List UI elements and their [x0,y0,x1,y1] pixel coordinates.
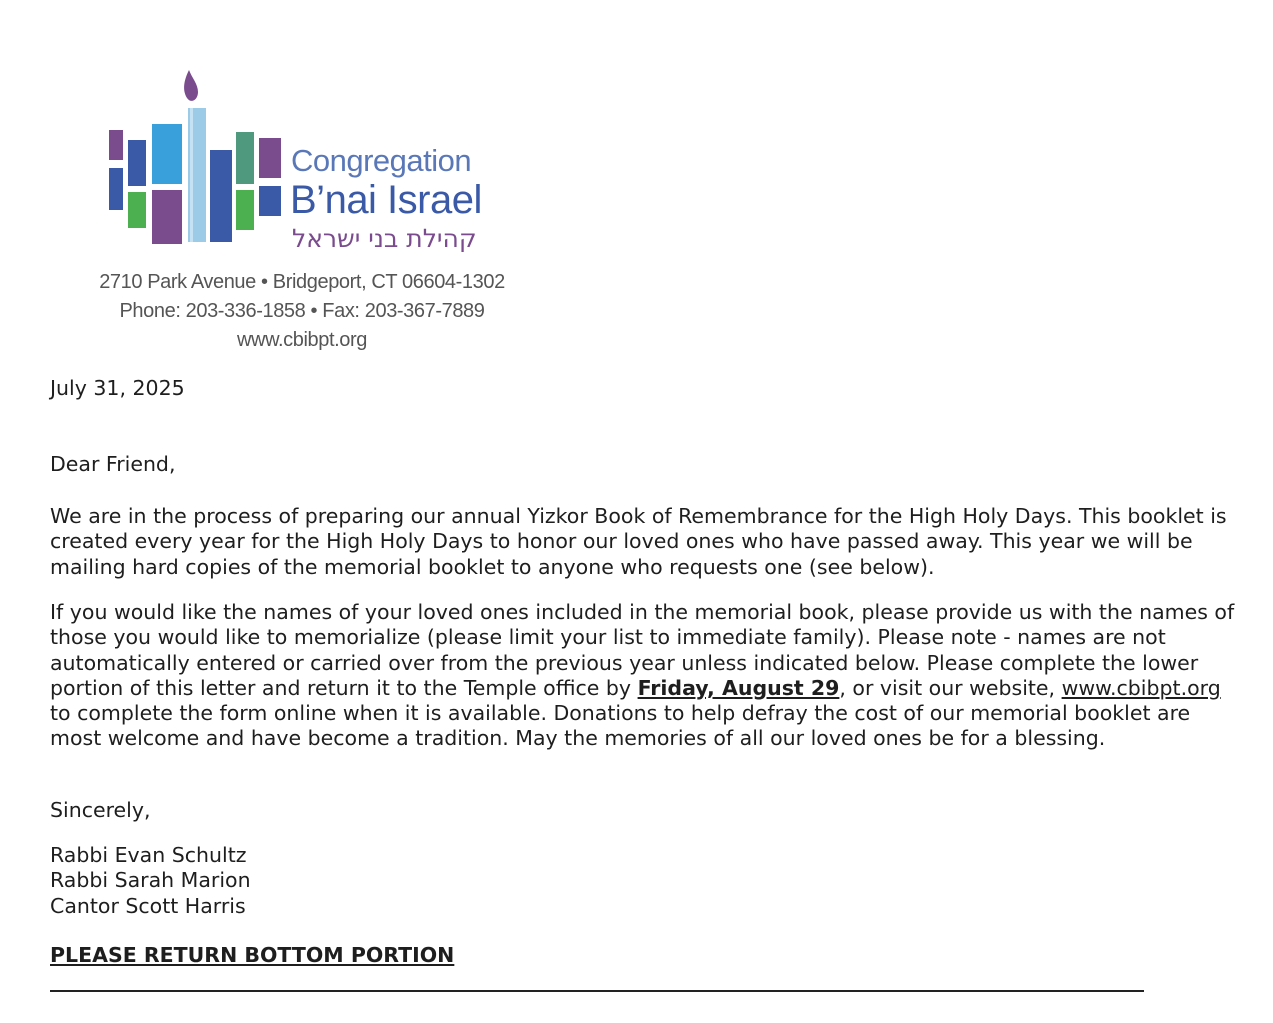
signature-name: Cantor Scott Harris [50,893,246,918]
logo-bar [109,130,123,160]
paragraph-text: to complete the form online when it is available. Donations to help defray the cost of our memorial booklet are most welcome and have become a tradition. May the memories of all our loved ones be for a blessing. [50,701,1191,751]
signature-name: Rabbi Evan Schultz [50,843,247,867]
logo-bar [128,140,146,186]
logo-bar [259,138,281,178]
website-link[interactable]: www.cbibpt.org [1061,675,1221,700]
contact-block [40,268,564,355]
logo-bar [236,132,254,184]
logo-bar [109,168,123,210]
logo-bar [210,150,232,242]
logo-bar [152,124,182,184]
signature-list [50,843,251,919]
logo-bar [259,186,281,216]
logo-bar [128,192,146,228]
org-name-line2: B’nai Israel [290,178,482,222]
letter-date: July 31, 2025 [50,376,185,400]
org-name-hebrew: קהילת בני ישראל [292,224,477,253]
org-name-line1: Congregation [291,143,472,178]
closing: Sincerely, [50,798,151,822]
address: 2710 Park Avenue • Bridgeport, CT 06604-1302 [99,271,505,293]
signature-name: Rabbi Sarah Marion [50,868,251,893]
logo-bar [236,190,254,230]
salutation: Dear Friend, [50,452,176,476]
paragraph-text: , or visit our website, [839,675,1062,700]
phone-fax: Phone: 203-336-1858 • Fax: 203-367-7889 [119,300,485,322]
cut-line-divider [50,990,1144,992]
paragraph-instructions [50,600,1245,752]
header-website: www.cbibpt.org [236,329,367,351]
paragraph-text: If you would like the names of your loved ones included in the memorial book, please provide us with the names of those you would like to memorialize (please limit your list to immediate family). Please note - names are not automatically entered or carried over from the previous year unless indicated below. Please complete the lower portion of this letter and return it to the Temple office by [50,600,1235,700]
logo-bar [152,190,182,244]
deadline-date: Friday, August 29 [637,675,840,700]
return-notice: PLEASE RETURN BOTTOM PORTION [50,943,455,967]
candle-flame-icon [184,70,198,101]
paragraph-intro: We are in the process of preparing our annual Yizkor Book of Remembrance for the High Holy Days. This booklet is created every year for the High Holy Days to honor our loved ones who have passed away. This year we will be mailing hard copies of the memorial booklet to anyone who requests one (see below). [50,504,1227,579]
